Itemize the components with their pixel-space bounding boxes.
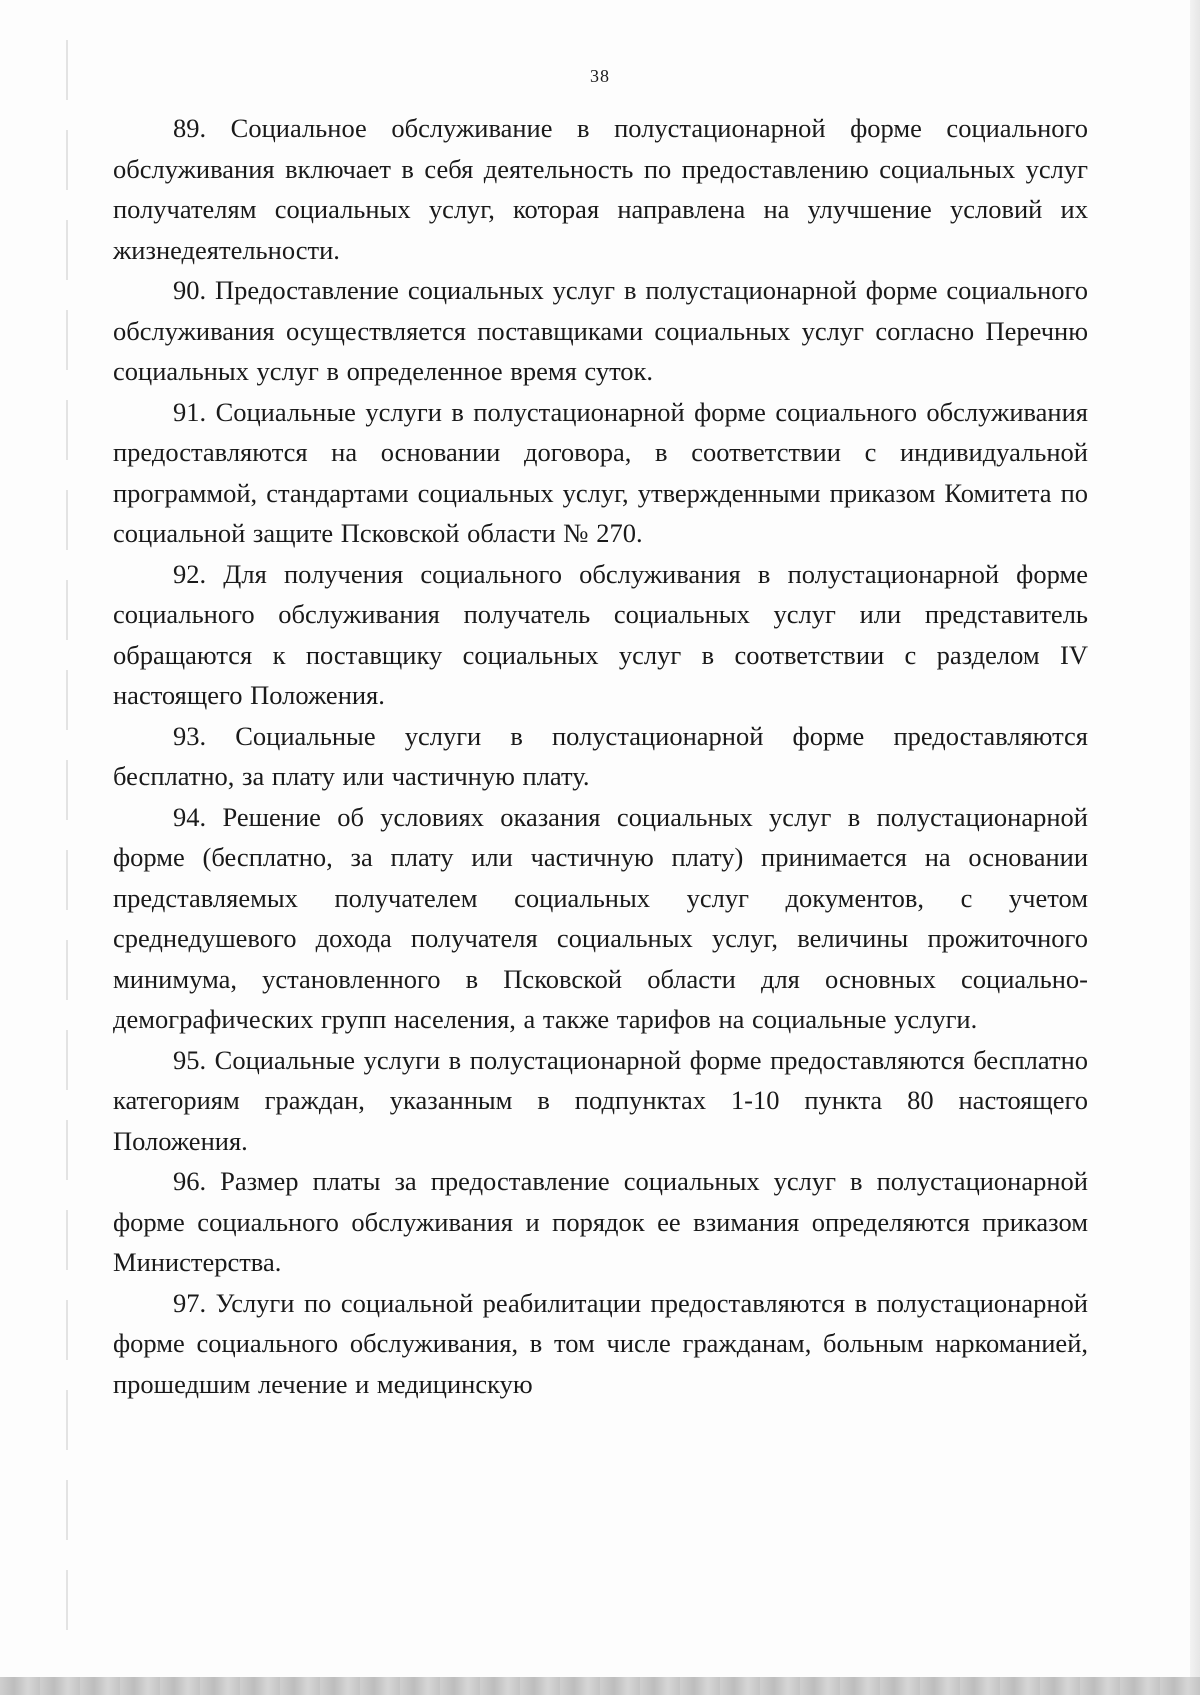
paragraph-93: 93. Социальные услуги в полустационарной форме предоставляются бесплатно, за плату или частичную плату.	[113, 720, 1088, 791]
paragraph-97: 97. Услуги по социальной реабилитации предоставляются в полустационарной форме социального обслуживания, в том числе гражданам, больным наркоманией, прошедшим лечение и медицинскую	[113, 1287, 1088, 1399]
paragraph-91: 91. Социальные услуги в полустационарной форме социального обслуживания предоставляются на основании договора, в соответствии с индивидуальной программой, стандартами социальных услуг, утвержденными приказом Комитета по социальной защите Псковской области № 270.	[113, 396, 1088, 548]
scan-right-edge	[1190, 0, 1200, 1695]
scan-left-edge	[66, 40, 68, 1650]
scan-bottom-strip	[0, 1677, 1200, 1695]
paragraph-92: 92. Для получения социального обслуживания в полустационарной форме социального обслуживания получатель социальных услуг или представитель обращаются к поставщику социальных услуг в соответствии с разделом IV настоящего Положения.	[113, 558, 1088, 710]
paragraph-94: 94. Решение об условиях оказания социальных услуг в полустационарной форме (бесплатно, за плату или частичную плату) принимается на основании представляемых получателем социальных услуг документов, с учетом среднедушевого дохода получателя социальных услуг, величины прожиточного минимума, установленного в Псковской области для основных социально-демографических групп населения, а также тарифов на социальные услуги.	[113, 801, 1088, 1034]
document-body	[113, 108, 1088, 1404]
paragraph-89: 89. Социальное обслуживание в полустационарной форме социального обслуживания включает в себя деятельность по предоставлению социальных услуг получателям социальных услуг, которая направлена на улучшение условий их жизнедеятельности.	[113, 113, 1088, 265]
paragraph-96: 96. Размер платы за предоставление социальных услуг в полустационарной форме социального обслуживания и порядок ее взимания определяются приказом Министерства.	[113, 1166, 1088, 1277]
paragraph-95: 95. Социальные услуги в полустационарной форме предоставляются бесплатно категориям граждан, указанным в подпунктах 1-10 пункта 80 настоящего Положения.	[113, 1044, 1088, 1156]
paragraph-90: 90. Предоставление социальных услуг в полустационарной форме социального обслуживания осуществляется поставщиками социальных услуг согласно Перечню социальных услуг в определенное время суток.	[113, 275, 1088, 386]
page-number: 38	[590, 66, 610, 86]
